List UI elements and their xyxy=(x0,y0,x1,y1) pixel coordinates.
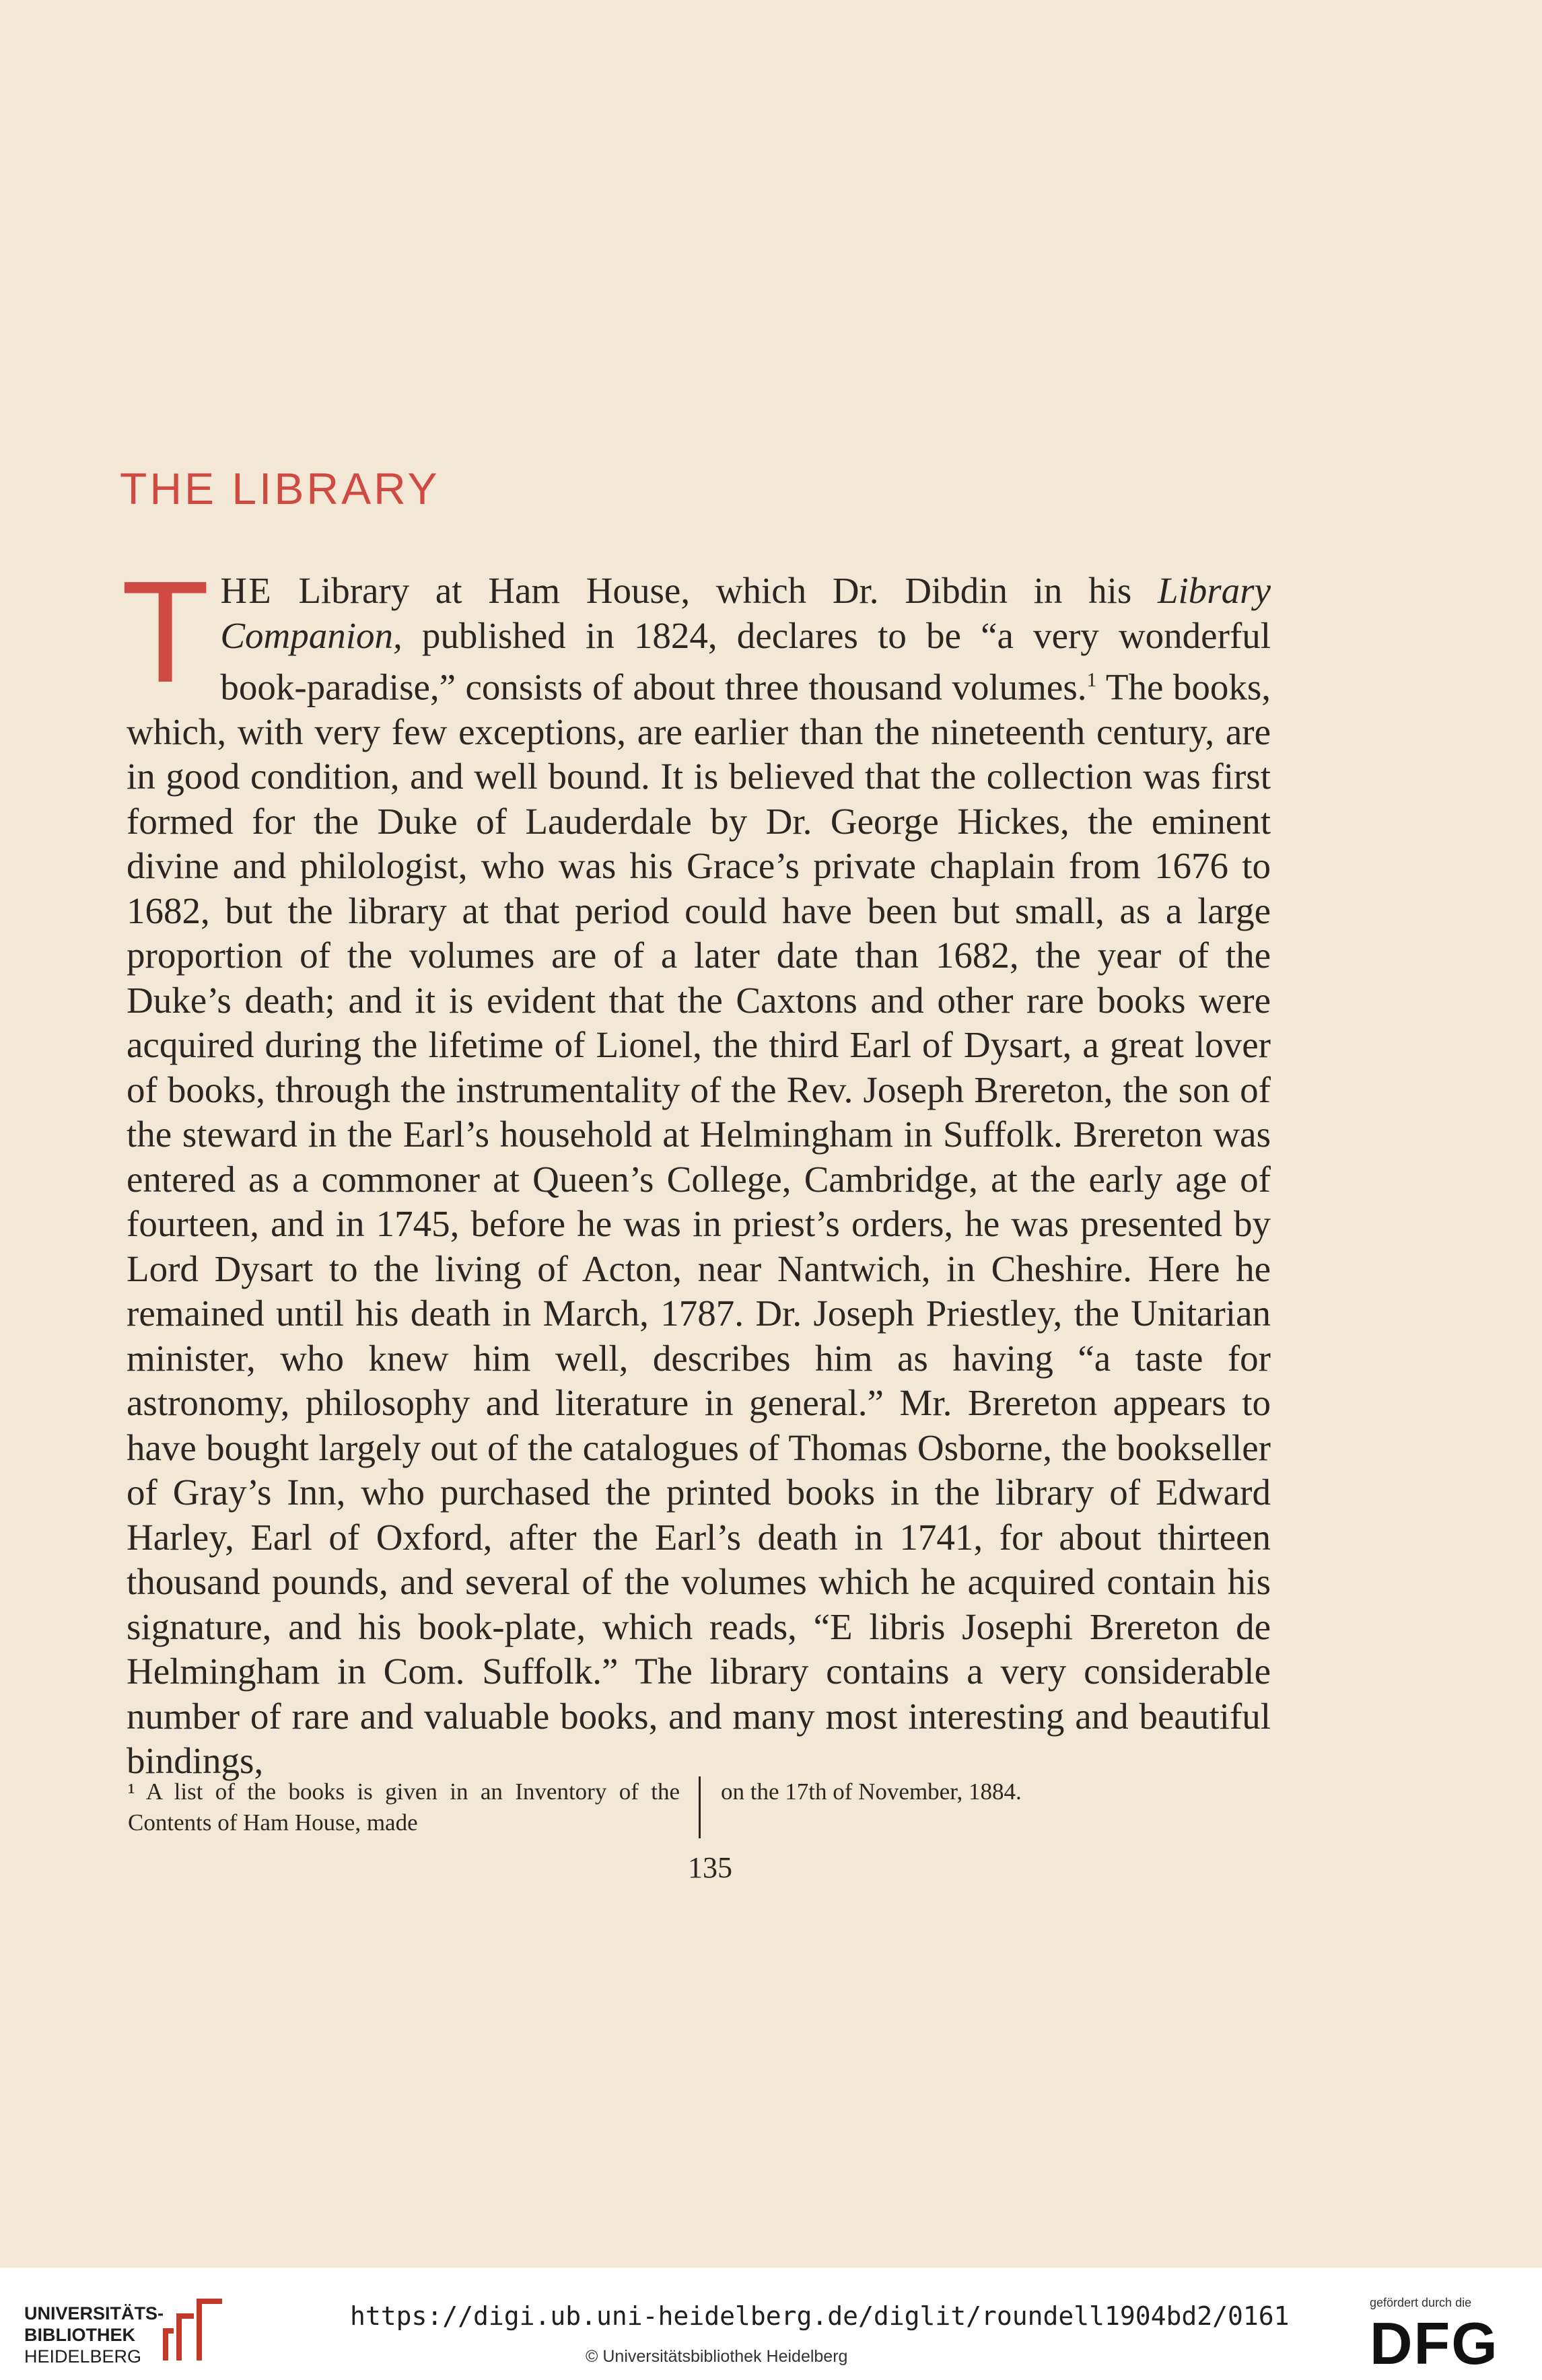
digitization-footer xyxy=(0,2268,1542,2380)
footnote-right-column: on the 17th of November, 1884. xyxy=(721,1778,1022,1805)
paragraph-text-c: The books, which, with very few exceptions, are earlier than the nineteenth century, are in good condition, and well bound. It is believed that the collection was first formed for the Duke of Lauderdale by Dr. George Hickes, the eminent divine and philologist, who was his Grace’s private chaplain from 1676 to 1682, but the library at that period could have been but small, as a large proportion of the volumes are of a later date than 1682, the year of the Duke’s death; and it is evident that the Caxtons and other rare books were acquired during the lifetime of Lionel, the third Earl of Dysart, a great lover of books, through the instrumentality of the Rev. Joseph Brereton, the son of the steward in the Earl’s household at Helmingham in Suffolk. Brereton was entered as a commoner at Queen’s College, Cambridge, at the early age of fourteen, and in 1745, before he was in priest’s orders, he was presented by Lord Dysart to the living of Acton, near Nantwich, in Cheshire. Here he remained until his death in March, 1787. Dr. Joseph Priestley, the Unitarian minister, who knew him well, describes him as having “a taste for astronomy, philosophy and literature in general.” Mr. Brereton appears to have bought largely out of the catalogues of Thomas Osborne, the bookseller of Gray’s Inn, who purchased the printed books in the library of Edward Harley, Earl of Oxford, after the Earl’s death in 1741, for about thirteen thousand pounds, and several of the volumes which he acquired contain his signature, and his book-plate, which reads, “E libris Josephi Brereton de Helmingham in Com. Suffolk.” The library contains a very considerable number of rare and valuable books, and many most interesting and beautiful bindings, xyxy=(127,666,1271,1782)
copyright-notice: © Universitätsbibliothek Heidelberg xyxy=(586,2347,848,2366)
chapter-heading: THE LIBRARY xyxy=(120,464,440,513)
funding-caption: gefördert durch die xyxy=(1370,2296,1472,2309)
footnotes xyxy=(128,1776,1131,1838)
library-name-line3: HEIDELBERG xyxy=(24,2346,142,2367)
paragraph-text-b: published in 1824, declares to be “a very wonderful book-paradise,” consists of about three thousand volumes. xyxy=(220,614,1271,708)
library-name-line2: BIBLIOTHEK xyxy=(24,2325,135,2345)
footnote-marker: 1 xyxy=(1086,669,1097,691)
dfg-logo: DFG xyxy=(1370,2310,1499,2377)
page-number: 135 xyxy=(688,1851,732,1884)
source-url-link[interactable]: https://digi.ub.uni-heidelberg.de/diglit/roundell1904bd2/0161 xyxy=(350,2301,1290,2331)
paragraph-text-a: Library at Ham House, which Dr. Dibdin in his xyxy=(272,570,1158,611)
italic-book-title: Library Companion, xyxy=(220,570,1271,656)
lead-words: HE xyxy=(220,570,273,611)
university-library-logo xyxy=(24,2303,164,2367)
main-paragraph xyxy=(121,550,1271,1784)
library-name-line1: UNIVERSITÄTS- xyxy=(24,2303,164,2323)
library-emblem-icon xyxy=(156,2293,230,2367)
footnote-left-column: ¹ A list of the books is given in an Inventory of the Contents of Ham House, made xyxy=(128,1776,701,1838)
drop-cap: T xyxy=(121,550,210,713)
